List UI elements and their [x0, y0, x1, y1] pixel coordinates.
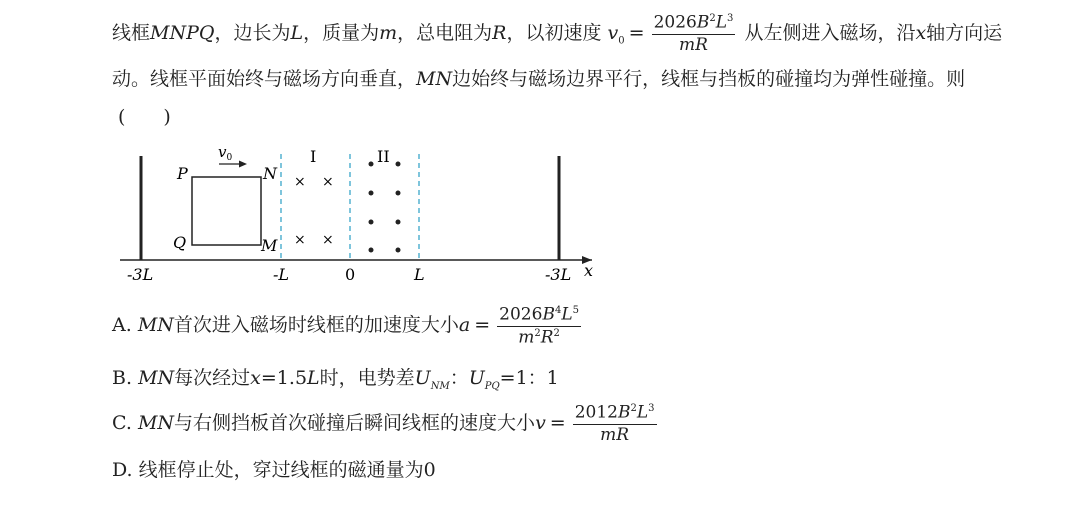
var-L: L	[561, 304, 573, 325]
edge-label: MN	[137, 314, 174, 337]
option-text: 与右侧挡板首次碰撞后瞬间线框的速度大小	[174, 411, 536, 434]
var-R: R	[540, 327, 554, 348]
v-subscript: 0	[226, 153, 233, 163]
var-B: B	[696, 12, 710, 33]
option-letter: D.	[112, 459, 133, 481]
corner-N: N	[263, 164, 277, 183]
region-II-label: II	[377, 147, 390, 166]
option-text: =1：1	[499, 367, 559, 389]
frame-label: MNPQ	[150, 21, 215, 44]
var-v: v	[535, 411, 546, 434]
edge-label: MN	[137, 411, 175, 434]
v-symbol: v	[218, 143, 227, 161]
var-L: L	[290, 21, 304, 44]
stem-text: 从左侧进入磁场，沿	[744, 21, 916, 44]
answer-blank	[118, 108, 171, 127]
option-letter: B.	[112, 367, 133, 389]
field-into-page-mark: ×	[294, 174, 306, 190]
field-out-of-page-dot	[369, 162, 374, 167]
answer-parentheses: ( )	[118, 106, 171, 128]
var-U: U	[414, 367, 431, 389]
fraction-numerator	[497, 306, 581, 327]
field-out-of-page-dot	[396, 191, 401, 196]
fraction-denominator: mR	[679, 34, 708, 55]
stem-line-1	[112, 14, 1002, 54]
stem-line-2	[112, 70, 965, 89]
tick-label: -3L	[127, 265, 154, 284]
stem-text: ，边长为	[214, 21, 291, 44]
exponent: 5	[572, 305, 579, 316]
option-text: 时，电势差	[319, 367, 415, 389]
tick-label: L	[414, 265, 425, 284]
stem-text: 轴方向运	[926, 21, 1003, 44]
field-out-of-page-dot	[369, 191, 374, 196]
var-v0: v	[607, 21, 619, 44]
exponent: 3	[727, 13, 734, 24]
option-a[interactable]	[112, 306, 584, 346]
field-out-of-page-dot	[396, 220, 401, 225]
tick-label: -3L	[545, 265, 572, 284]
ratio-colon: ：	[449, 367, 469, 389]
fraction-denominator	[497, 327, 581, 347]
option-d[interactable]	[112, 461, 436, 480]
var-m: m	[379, 21, 398, 44]
stem-text: 线框	[112, 21, 151, 44]
var-m: m	[518, 327, 535, 348]
subscript: 0	[618, 35, 625, 47]
exponent: 2	[553, 327, 560, 339]
field-into-page-mark: ×	[294, 232, 306, 248]
region-I-label: I	[310, 147, 317, 166]
equals-sign: =	[474, 314, 491, 337]
num-coeff: 2026	[653, 12, 697, 33]
subscript: PQ	[484, 380, 500, 392]
var-B: B	[617, 402, 631, 423]
stem-text: 边始终与磁场边界平行，线框与挡板的碰撞均为弹性碰撞。则	[452, 68, 966, 90]
field-out-of-page-dot	[396, 162, 401, 167]
option-letter: A.	[112, 314, 132, 337]
option-c[interactable]	[112, 404, 660, 444]
var-x: x	[250, 367, 261, 389]
exponent: 2	[709, 13, 716, 24]
edge-label: MN	[416, 68, 453, 90]
option-text: 每次经过	[174, 367, 251, 389]
num-coeff: 2012	[574, 402, 618, 423]
wire-frame	[192, 177, 261, 245]
var-L: L	[307, 367, 320, 389]
option-c-fraction	[573, 404, 657, 444]
velocity-arrow-head	[239, 161, 247, 168]
axis-label: x	[584, 261, 594, 280]
fraction-numerator	[652, 14, 736, 35]
var-U: U	[468, 367, 485, 389]
var-a: a	[458, 314, 471, 337]
exponent: 4	[554, 305, 562, 316]
stem-text: ，质量为	[303, 21, 380, 44]
var-R: R	[492, 21, 507, 44]
equals-sign: =	[549, 411, 566, 434]
field-out-of-page-dot	[396, 248, 401, 253]
stem-text: ，总电阻为	[397, 21, 493, 44]
tick-label: -L	[273, 265, 290, 284]
fraction-denominator: mR	[600, 424, 630, 445]
option-text: 首次进入磁场时线框的加速度大小	[173, 314, 459, 337]
velocity-label	[218, 143, 232, 163]
fraction-numerator	[573, 404, 657, 425]
magnetic-field-diagram	[0, 142, 620, 292]
exponent: 3	[648, 403, 655, 414]
exponent: 2	[630, 403, 637, 414]
stem-text: 动。线框平面始终与磁场方向垂直，	[112, 68, 417, 90]
num-coeff: 2026	[499, 304, 543, 325]
stem-text: ，以初速度	[506, 21, 602, 44]
option-letter: C.	[112, 411, 132, 434]
field-out-of-page-dot	[369, 248, 374, 253]
equals-sign: =	[628, 21, 645, 44]
option-b[interactable]	[112, 369, 559, 392]
field-out-of-page-dots	[369, 162, 401, 253]
option-text: 线框停止处，穿过线框的磁通量为0	[138, 459, 436, 481]
corner-Q: Q	[173, 233, 187, 252]
corner-P: P	[177, 164, 188, 183]
var-x: x	[915, 21, 927, 44]
field-into-page-mark: ×	[322, 174, 334, 190]
var-L: L	[715, 12, 728, 33]
option-text: =1.5	[260, 367, 308, 389]
option-a-fraction	[497, 306, 581, 346]
var-B: B	[542, 304, 555, 325]
var-L: L	[636, 402, 649, 423]
tick-label: 0	[345, 265, 356, 284]
subscript: NM	[430, 380, 450, 392]
edge-label: MN	[138, 367, 175, 389]
corner-M: M	[261, 236, 278, 255]
exponent: 2	[534, 327, 541, 339]
v0-fraction	[652, 14, 736, 54]
field-into-page-mark: ×	[322, 232, 334, 248]
field-out-of-page-dot	[369, 220, 374, 225]
